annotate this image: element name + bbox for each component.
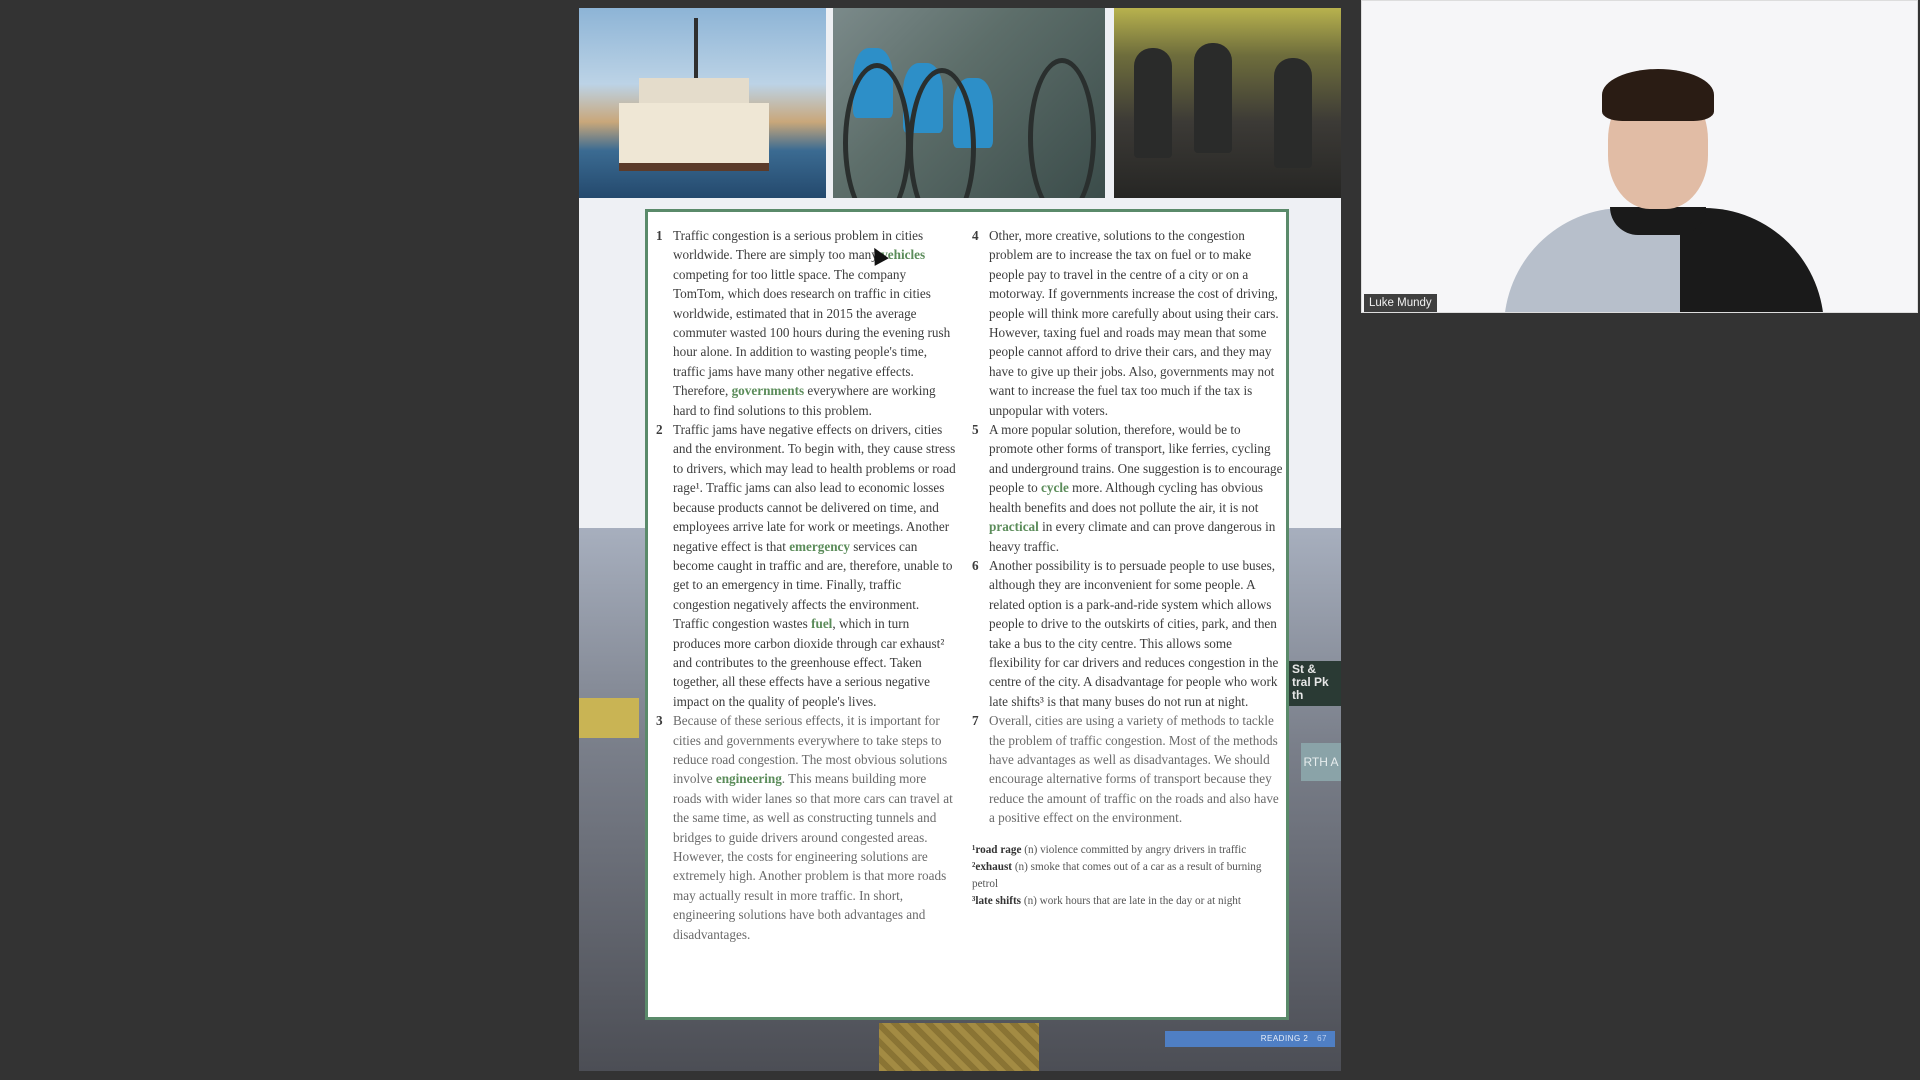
passenger-figure (1274, 58, 1312, 168)
article-left-column (656, 226, 956, 944)
article-paragraph (656, 420, 956, 711)
text-run: . This means building more roads with wider lanes so that more cars can travel at the same time, as well as constructing tunnels and bridges to guide drivers around congested areas. However, the costs for engineering solutions are extremely high. Another problem is that more roads may actually result in more traffic. In short, engineering solutions have both advantages and disadvantages. (673, 771, 953, 942)
footer-section: READING 2 (1260, 1034, 1309, 1043)
ship-deck-shape (639, 78, 749, 106)
presenter-hair (1602, 69, 1714, 121)
paragraph-text (673, 420, 956, 711)
station-tile-sign: RTH A (1301, 743, 1341, 781)
paragraph-text (989, 556, 1286, 711)
paragraph-text (989, 226, 1286, 420)
paragraph-number: 1 (656, 228, 663, 243)
text-run: more. Although cycling has obvious health benefits and does not pollute the air, it is not (989, 480, 1263, 515)
footnote-term: ¹road rage (972, 843, 1022, 856)
paragraph-text (673, 226, 956, 420)
bike-wheel-shape (843, 63, 911, 198)
text-run: , which in turn produces more carbon dioxide through car exhaust² and contributes to the greenhouse effect. Taken together, all these effects have a serious negative impact on the quality of people's lives. (673, 616, 945, 709)
page-footer (1165, 1031, 1335, 1047)
bicycles-photo (833, 8, 1105, 198)
station-sign: St & tral Pk th (1289, 661, 1341, 706)
text-run: Another possibility is to persuade people to use buses, although they are inconvenient for some people. A related option is a park-and-ride system which allows people to drive to the outskirts of cities, park, and then take a bus to the city centre. This allows some flexibility for car drivers and reduces congestion in the centre of the city. A disadvantage for people who work late shifts³ is that many buses do not run at night. (989, 557, 1279, 709)
text-run: Traffic jams have negative effects on drivers, cities and the environment. To begin with, they cause stress to drivers, which may lead to health problems or road rage¹. Traffic jams can also lead to economic losses because products cannot be delivered on time, and employees arrive late for work or meetings. Another negative effect is that (673, 422, 956, 554)
footnote (972, 893, 1286, 910)
article-paragraph (972, 226, 1286, 420)
ship-hull-shape (619, 103, 769, 171)
footnote (972, 859, 1286, 893)
text-run: A more popular solution, therefore, would be to promote other forms of transport, like ferries, cycling and underground trains. One suggestion is to encourage people to (989, 422, 1283, 496)
glossary-footnotes (972, 842, 1286, 910)
participant-name-label: Luke Mundy (1364, 294, 1437, 312)
footnote-term: ³late shifts (972, 894, 1022, 907)
keyword: governments (731, 383, 805, 399)
paragraph-number: 7 (972, 713, 979, 729)
article-paragraph (972, 420, 1286, 556)
article-paragraph (656, 226, 956, 420)
paragraph-text (989, 711, 1286, 827)
footnote (972, 842, 1286, 859)
tactile-floor (879, 1023, 1039, 1071)
platform-edge (579, 698, 639, 738)
paragraph-number: 4 (972, 228, 979, 243)
text-run: Overall, cities are using a variety of methods to tackle the problem of traffic congestion. Most of the methods have advantages as well as disadvantages. We should encourage alternative forms of transport because they reduce the amount of traffic on the roads and also have a positive effect on the environment. (989, 713, 1279, 826)
paragraph-number: 3 (656, 713, 663, 729)
article-right-column (972, 226, 1286, 910)
presenter-collar (1610, 207, 1706, 235)
text-run: in every climate and can prove dangerous in heavy traffic. (989, 519, 1276, 554)
paragraph-number: 5 (972, 422, 979, 438)
paragraph-text (989, 420, 1286, 556)
footnote-definition: (n) smoke that comes out of a car as a result of burning petrol (972, 860, 1262, 890)
bike-wheel-shape (1028, 58, 1096, 198)
reading-article (645, 209, 1289, 1020)
paragraph-number: 6 (972, 557, 979, 573)
text-run: everywhere are working hard to find solutions to this problem. (673, 383, 936, 418)
text-run: services can become caught in traffic and are, therefore, unable to get to an emergency in time. Finally, traffic congestion negatively affects the environment. Traffic congestion wastes (673, 538, 953, 632)
underground-passengers-photo (1114, 8, 1341, 198)
article-paragraph (972, 556, 1286, 711)
article-paragraph (656, 711, 956, 944)
article-paragraph (972, 711, 1286, 827)
text-run: Because of these serious effects, it is important for cities and governments everywhere to take steps to reduce road congestion. The most obvious solutions involve (673, 713, 948, 787)
paragraph-number: 2 (656, 422, 663, 438)
keyword: fuel (811, 616, 833, 632)
keyword: emergency (789, 538, 850, 554)
text-run: competing for too little space. The company TomTom, which does research on traffic in cities worldwide, estimated that in 2015 the average commuter wasted 100 hours during the evening rush hour alone. In addition to wasting people's time, traffic jams have many other negative effects. Therefore, (673, 266, 951, 399)
right-paragraphs (972, 226, 1286, 828)
participant-video-tile[interactable] (1361, 0, 1918, 313)
text-run: Other, more creative, solutions to the congestion problem are to increase the tax on fuel or to make people pay to travel in the centre of a city or on a motorway. If governments increase the cost of driving, people will think more carefully about using their cars. However, taxing fuel and roads may mean that some people cannot afford to drive their cars, and they may have to give up their jobs. Also, governments may not want to increase the fuel tax too much if the tax is unpopular with voters. (989, 228, 1279, 418)
passenger-figure (1134, 48, 1172, 158)
page-number: 67 (1317, 1034, 1327, 1043)
passenger-figure (1194, 43, 1232, 153)
text-run: Traffic congestion is a serious problem in cities worldwide. There are simply too many (673, 228, 924, 263)
footnote-definition: (n) violence committed by angry drivers in traffic (1021, 843, 1247, 856)
shared-document-page (579, 8, 1341, 1071)
ferry-photo (579, 8, 826, 198)
footnote-definition: (n) work hours that are late in the day or at night (1021, 894, 1242, 907)
keyword: cycle (1041, 480, 1069, 496)
ship-mast-shape (694, 18, 698, 80)
keyword: practical (989, 519, 1039, 535)
footnote-term: ²exhaust (972, 860, 1013, 873)
paragraph-text (673, 711, 956, 944)
keyword: vehicles (881, 247, 926, 263)
keyword: engineering (715, 771, 782, 787)
